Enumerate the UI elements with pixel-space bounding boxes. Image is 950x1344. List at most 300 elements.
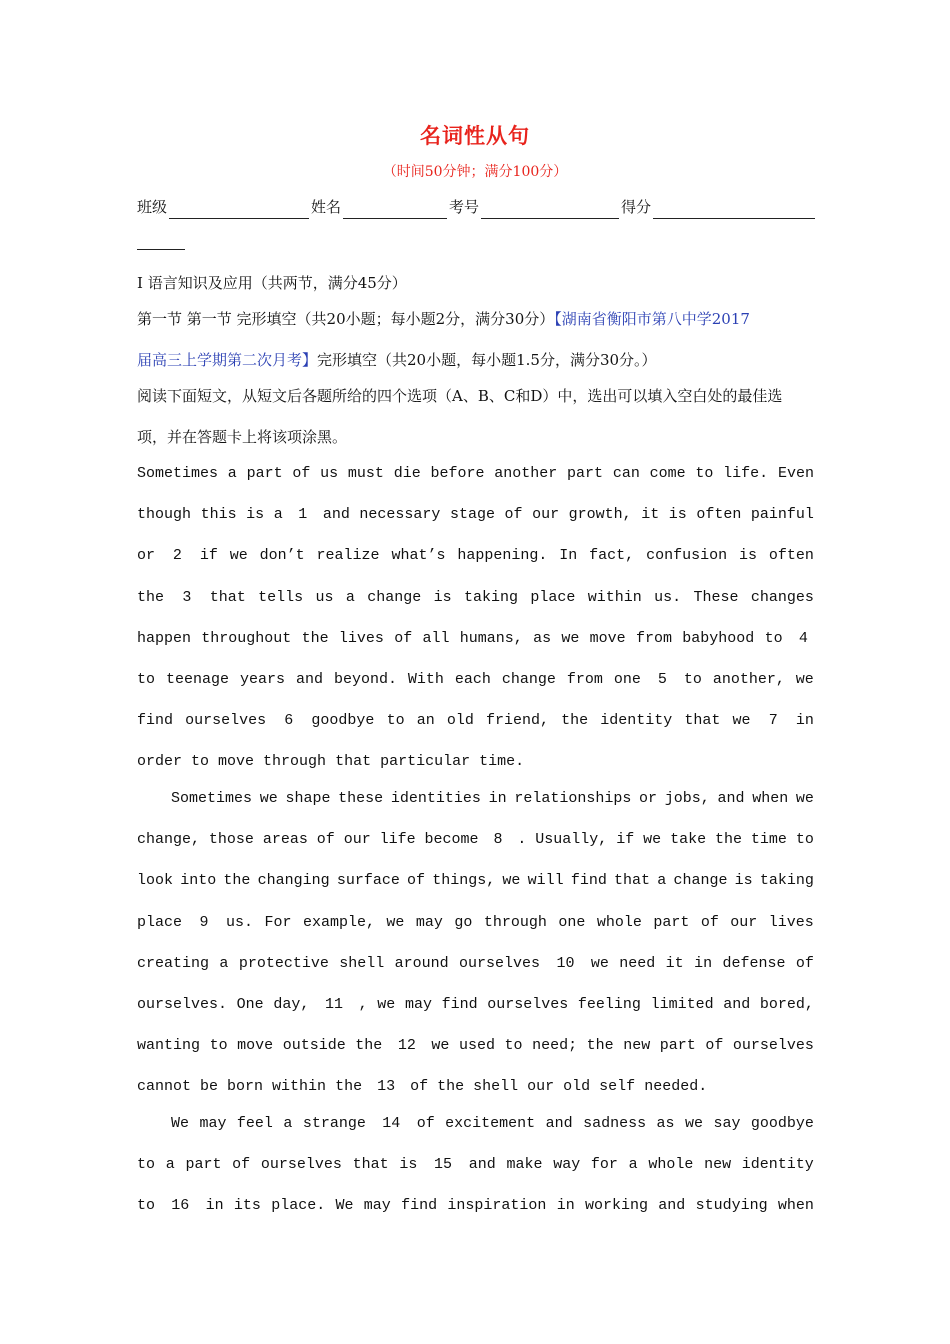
passage-word: of xyxy=(705,1037,724,1055)
passage-word: is xyxy=(399,1156,418,1174)
passage-word: may xyxy=(404,995,432,1013)
passage-word: . xyxy=(517,831,527,849)
passage-word: the xyxy=(223,872,251,890)
passage-word: identity xyxy=(741,1156,814,1174)
passage-word: make xyxy=(506,1156,543,1174)
passage-word: this xyxy=(200,506,237,524)
passage-word: areas xyxy=(262,831,308,849)
passage-word: we xyxy=(684,1115,703,1132)
passage-word: part xyxy=(653,913,690,931)
passage-word: lives xyxy=(338,629,384,647)
instruction-line-2: 项，并在答题卡上将该项涂黑。 xyxy=(137,428,348,446)
passage-word: to xyxy=(504,1037,523,1055)
passage-word: if xyxy=(199,547,218,565)
passage-word: from xyxy=(635,629,672,647)
name-label: 姓名 xyxy=(311,198,342,216)
passage-word: ourselves xyxy=(260,1156,342,1174)
passage-word: that xyxy=(335,753,372,771)
passage-word: of xyxy=(795,954,814,972)
passage-word: limited xyxy=(650,995,714,1013)
passage-line xyxy=(137,1112,814,1153)
passage-word: or xyxy=(137,547,156,565)
passage-word: to xyxy=(137,1156,156,1174)
passage-word: born xyxy=(227,1078,264,1096)
passage-word: of xyxy=(232,1156,251,1174)
passage-word: whole xyxy=(648,1156,694,1174)
exam-number-label: 考号 xyxy=(449,198,480,216)
passage-word: take xyxy=(670,831,707,849)
passage-word: our xyxy=(730,913,758,931)
passage-word: that xyxy=(684,712,721,730)
passage-word: all xyxy=(422,629,450,647)
passage-word: used xyxy=(458,1037,495,1055)
passage-word: changes xyxy=(750,588,814,606)
passage-word: ourselves xyxy=(732,1037,814,1055)
passage-word: a xyxy=(227,465,237,482)
passage-word: need xyxy=(619,954,656,972)
passage-word: outside xyxy=(282,1037,346,1055)
passage-word: die xyxy=(393,465,421,482)
passage-word: place xyxy=(530,588,576,606)
passage-word: what’s xyxy=(391,547,446,565)
passage-word: place. xyxy=(271,1197,326,1215)
student-info-row xyxy=(137,195,817,219)
passage-word: can xyxy=(612,465,640,482)
passage-line xyxy=(137,544,814,585)
passage-word: day, xyxy=(273,995,310,1013)
passage-word: old xyxy=(446,712,474,730)
passage-word: time xyxy=(750,831,787,849)
passage-word: Sometimes xyxy=(137,465,219,482)
passage-word: its xyxy=(233,1197,261,1215)
passage-word: taking xyxy=(464,588,519,606)
passage-word: our xyxy=(527,1078,555,1096)
passage-line xyxy=(137,787,814,828)
passage-word: babyhood xyxy=(682,629,755,647)
section-heading-text: 第一节 第一节 完形填空（共20小题；每小题2分，满分30分） xyxy=(137,310,555,328)
passage-word: another, xyxy=(712,670,785,688)
passage-word: way xyxy=(553,1156,581,1174)
passage-word: we xyxy=(386,913,405,931)
passage-word: that xyxy=(352,1156,389,1174)
passage-word: a xyxy=(628,1156,638,1174)
section-heading-cont xyxy=(137,350,817,370)
passage-word: we xyxy=(795,670,814,688)
passage-word: we xyxy=(561,629,580,647)
passage-word: and xyxy=(723,995,751,1013)
blank-number: 6 xyxy=(284,712,294,730)
passage-word: the xyxy=(586,1037,614,1055)
passage-line xyxy=(137,627,814,668)
passage-word: ourselves xyxy=(459,954,541,972)
passage-word: go xyxy=(454,913,473,931)
passage-word: we xyxy=(643,831,662,849)
passage-word: goodbye xyxy=(750,1115,814,1132)
passage-word: things, xyxy=(432,872,496,890)
passage-word: is xyxy=(433,588,452,606)
passage-word: a xyxy=(165,1156,175,1174)
passage-word: when xyxy=(777,1197,814,1215)
name-blank[interactable] xyxy=(343,202,447,219)
passage-word: of xyxy=(292,465,311,482)
passage-word: the xyxy=(355,1037,383,1055)
blank-number: 13 xyxy=(377,1078,396,1096)
passage-word: Usually, xyxy=(535,831,608,849)
passage-word: and xyxy=(658,1197,686,1215)
passage-word: ourselves xyxy=(185,712,267,730)
blank-number: 15 xyxy=(434,1156,453,1174)
passage-word: life xyxy=(379,831,416,849)
passage-word: particular xyxy=(380,753,471,771)
passage-word: us. xyxy=(654,588,682,606)
passage-word: a xyxy=(283,1115,293,1132)
passage-word: an xyxy=(416,712,435,730)
passage-word: is xyxy=(246,506,265,524)
passage-line xyxy=(137,586,814,627)
blank-number: 7 xyxy=(768,712,778,730)
passage-word: of xyxy=(410,1078,429,1096)
passage-word: In xyxy=(559,547,578,565)
passage-word: change xyxy=(673,872,728,890)
passage-word: come xyxy=(649,465,686,482)
passage-word: the xyxy=(301,629,329,647)
passage-word: find xyxy=(570,872,607,890)
passage-word: changing xyxy=(257,872,330,890)
passage-word: of xyxy=(700,913,719,931)
passage-word: for xyxy=(590,1156,618,1174)
blank-number: 11 xyxy=(324,995,343,1013)
passage-word: of xyxy=(316,831,335,849)
passage-word: in xyxy=(556,1197,575,1215)
passage-word: example, xyxy=(302,913,375,931)
blank-number: 16 xyxy=(171,1197,190,1215)
passage-word: the xyxy=(437,1078,465,1096)
passage-word: to xyxy=(695,465,714,482)
passage-word: us xyxy=(320,465,339,482)
passage-word: to xyxy=(764,629,783,647)
passage-paragraph-2 xyxy=(137,787,814,1117)
blank-number: 9 xyxy=(199,913,209,931)
score-label: 得分 xyxy=(621,198,652,216)
passage-word: happen xyxy=(137,629,192,647)
passage-word: happening. xyxy=(457,547,548,565)
passage-word: of xyxy=(407,872,426,890)
passage-word: These xyxy=(693,588,739,606)
passage-word: if xyxy=(616,831,635,849)
passage-line xyxy=(137,1194,814,1235)
passage-word: within xyxy=(272,1078,327,1096)
passage-word: when xyxy=(752,790,789,807)
passage-word: shape xyxy=(285,790,331,807)
passage-word: We xyxy=(335,1197,354,1215)
passage-word: need; xyxy=(532,1037,578,1055)
passage-line xyxy=(137,869,814,910)
passage-word: With xyxy=(407,670,444,688)
blank-number: 5 xyxy=(657,670,667,688)
passage-line xyxy=(137,1075,814,1116)
passage-word: taking xyxy=(759,872,814,890)
passage-word: order xyxy=(137,753,183,771)
passage-word: realize xyxy=(316,547,380,565)
passage-word: surface xyxy=(336,872,400,890)
passage-word: through xyxy=(263,753,327,771)
passage-word: of xyxy=(394,629,413,647)
passage-word: relationships xyxy=(514,790,632,807)
passage-word: that xyxy=(614,872,651,890)
passage-word: necessary xyxy=(359,506,441,524)
passage-word: say xyxy=(713,1115,741,1132)
passage-word: we xyxy=(590,954,609,972)
passage-word: must xyxy=(347,465,384,482)
passage-word: excitement xyxy=(445,1115,536,1132)
page-subtitle: （时间50分钟；满分100分） xyxy=(382,164,568,180)
passage-word: our xyxy=(343,831,371,849)
passage-word: through xyxy=(483,913,547,931)
passage-word: teenage xyxy=(165,670,229,688)
passage-word: to xyxy=(137,1197,156,1215)
passage-word: creating xyxy=(137,954,210,972)
passage-word: new xyxy=(623,1037,651,1055)
passage-line xyxy=(137,993,814,1034)
passage-word: in xyxy=(795,712,814,730)
passage-word: sadness xyxy=(583,1115,647,1132)
score-blank-continuation xyxy=(137,249,185,250)
passage-word: around xyxy=(394,954,449,972)
passage-word: as xyxy=(533,629,552,647)
passage-word: change xyxy=(501,670,556,688)
passage-word: throughout xyxy=(201,629,292,647)
passage-word: , xyxy=(358,995,368,1013)
passage-word: self xyxy=(599,1078,636,1096)
passage-word: of xyxy=(416,1115,435,1132)
passage-word: growth, xyxy=(568,506,632,524)
passage-word: feel xyxy=(236,1115,273,1132)
passage-word: in xyxy=(488,790,507,807)
passage-word: often xyxy=(768,547,814,565)
passage-word: old xyxy=(563,1078,591,1096)
passage-word: ourselves. xyxy=(137,995,228,1013)
passage-word: life. xyxy=(723,465,769,482)
passage-word: fact, xyxy=(589,547,635,565)
passage-word: to xyxy=(795,831,814,849)
passage-word: and xyxy=(295,670,323,688)
passage-word: move xyxy=(589,629,626,647)
source-note: 【湖南省衡阳市第八中学2017 xyxy=(554,310,750,328)
passage-word: we xyxy=(795,790,814,807)
passage-paragraph-1 xyxy=(137,462,814,792)
passage-word: the xyxy=(714,831,742,849)
passage-word: ourselves xyxy=(487,995,569,1013)
passage-word: lives xyxy=(768,913,814,931)
passage-word: move xyxy=(218,753,255,771)
passage-word: years xyxy=(239,670,285,688)
passage-word: in xyxy=(205,1197,224,1215)
passage-line xyxy=(137,828,814,869)
passage-word: as xyxy=(656,1115,675,1132)
passage-word: part xyxy=(659,1037,696,1055)
passage-word: and xyxy=(322,506,350,524)
passage-line xyxy=(137,952,814,993)
passage-word: become xyxy=(424,831,479,849)
passage-word: is xyxy=(738,547,757,565)
passage-word: the xyxy=(335,1078,363,1096)
passage-word: we xyxy=(229,547,248,565)
passage-word: the xyxy=(137,588,165,606)
passage-word: shell xyxy=(473,1078,519,1096)
passage-word: one xyxy=(613,670,641,688)
passage-line xyxy=(137,503,814,544)
passage-word: to xyxy=(209,1037,228,1055)
passage-word: bored, xyxy=(759,995,814,1013)
passage-word: change, xyxy=(137,831,201,849)
part-heading: I 语言知识及应用（共两节，满分45分） xyxy=(137,274,407,292)
passage-word: goodbye xyxy=(311,712,375,730)
passage-word: part xyxy=(185,1156,222,1174)
passage-line xyxy=(137,462,814,503)
page-title: 名词性从句 xyxy=(420,124,530,148)
blank-number: 4 xyxy=(798,629,808,647)
passage-word: a xyxy=(657,872,667,890)
passage-word: look xyxy=(137,872,174,890)
passage-word: part xyxy=(246,465,283,482)
passage-word: of xyxy=(504,506,523,524)
passage-word: our xyxy=(532,506,560,524)
score-blank[interactable] xyxy=(653,202,815,219)
passage-word: one xyxy=(558,913,586,931)
passage-word: jobs, xyxy=(664,790,710,807)
passage-word: identities xyxy=(390,790,481,807)
passage-word: we xyxy=(732,712,751,730)
passage-word: is xyxy=(734,872,753,890)
passage-word: tells xyxy=(258,588,304,606)
blank-number: 10 xyxy=(556,954,575,972)
passage-word: feeling xyxy=(577,995,641,1013)
instruction-line-1: 阅读下面短文，从短文后各题所给的四个选项（A、B、C和D）中，选出可以填入空白处的最佳选 xyxy=(137,387,783,405)
passage-word: in xyxy=(694,954,713,972)
passage-word: identity xyxy=(600,712,673,730)
blank-number: 14 xyxy=(382,1115,401,1132)
section-rule-text: 完形填空（共20小题，每小题1.5分，满分30分。） xyxy=(317,351,657,369)
passage-word: it xyxy=(665,954,684,972)
passage-word: often xyxy=(696,506,742,524)
passage-word: whole xyxy=(596,913,642,931)
passage-word: cannot xyxy=(137,1078,192,1096)
blank-number: 12 xyxy=(397,1037,416,1055)
blank-number: 1 xyxy=(298,506,308,524)
passage-word: painful xyxy=(750,506,814,524)
passage-word: to xyxy=(137,670,156,688)
passage-paragraph-3 xyxy=(137,1112,814,1236)
source-note-cont: 届高三上学期第二次月考】 xyxy=(137,351,318,369)
passage-word: We xyxy=(171,1115,190,1132)
passage-word: to xyxy=(386,712,405,730)
passage-word: before xyxy=(430,465,485,482)
passage-line xyxy=(137,1153,814,1194)
passage-word: stage xyxy=(449,506,495,524)
passage-word: a xyxy=(273,506,283,524)
passage-word: working xyxy=(584,1197,648,1215)
passage-word: we xyxy=(259,790,278,807)
passage-word: may xyxy=(199,1115,227,1132)
passage-word: and xyxy=(468,1156,496,1174)
passage-word: wanting xyxy=(137,1037,201,1055)
passage-word: may xyxy=(415,913,443,931)
passage-word: a xyxy=(219,954,229,972)
passage-word: find xyxy=(401,1197,438,1215)
passage-word: humans, xyxy=(459,629,523,647)
passage-word: it xyxy=(641,506,660,524)
passage-word: find xyxy=(441,995,478,1013)
passage-word: time. xyxy=(479,753,525,771)
class-blank[interactable] xyxy=(169,202,309,219)
passage-word: Even xyxy=(777,465,814,482)
passage-word: will xyxy=(527,872,564,890)
passage-word: those xyxy=(208,831,254,849)
passage-word: we xyxy=(377,995,396,1013)
passage-word: inspiration xyxy=(447,1197,547,1215)
passage-word: For xyxy=(264,913,292,931)
passage-line xyxy=(137,911,814,952)
passage-line xyxy=(137,750,814,791)
passage-word: us xyxy=(315,588,334,606)
passage-word: and xyxy=(717,790,745,807)
passage-word: the xyxy=(561,712,589,730)
section-heading xyxy=(137,309,817,329)
passage-word: One xyxy=(236,995,264,1013)
passage-word: to xyxy=(683,670,702,688)
passage-word: is xyxy=(668,506,687,524)
passage-word: strange xyxy=(302,1115,366,1132)
passage-word: we xyxy=(502,872,521,890)
passage-word: defense xyxy=(722,954,786,972)
passage-word: confusion xyxy=(646,547,728,565)
passage-word: find xyxy=(137,712,174,730)
passage-word: or xyxy=(639,790,658,807)
passage-word: a xyxy=(345,588,355,606)
passage-word: to xyxy=(191,753,210,771)
passage-word: that xyxy=(209,588,246,606)
passage-word: these xyxy=(338,790,384,807)
passage-line xyxy=(137,668,814,709)
passage-word: though xyxy=(137,506,192,524)
passage-line xyxy=(137,1034,814,1075)
passage-word: and xyxy=(545,1115,573,1132)
passage-word: beyond. xyxy=(333,670,397,688)
passage-word: from xyxy=(566,670,603,688)
blank-number: 8 xyxy=(493,831,503,849)
passage-word: may xyxy=(363,1197,391,1215)
passage-word: Sometimes xyxy=(171,790,253,807)
passage-word: be xyxy=(200,1078,219,1096)
passage-word: within xyxy=(587,588,642,606)
passage-line xyxy=(137,709,814,750)
passage-word: us. xyxy=(225,913,253,931)
blank-number: 2 xyxy=(172,547,182,565)
passage-word: shell xyxy=(339,954,385,972)
blank-number: 3 xyxy=(182,588,192,606)
passage-word: we xyxy=(431,1037,450,1055)
exam-number-blank[interactable] xyxy=(481,202,619,219)
passage-word: another xyxy=(494,465,558,482)
passage-word: don’t xyxy=(259,547,305,565)
passage-word: into xyxy=(180,872,217,890)
passage-word: friend, xyxy=(485,712,549,730)
passage-word: each xyxy=(454,670,491,688)
passage-word: move xyxy=(237,1037,274,1055)
passage-word: new xyxy=(704,1156,732,1174)
passage-word: needed. xyxy=(644,1078,708,1096)
passage-word: part xyxy=(567,465,604,482)
